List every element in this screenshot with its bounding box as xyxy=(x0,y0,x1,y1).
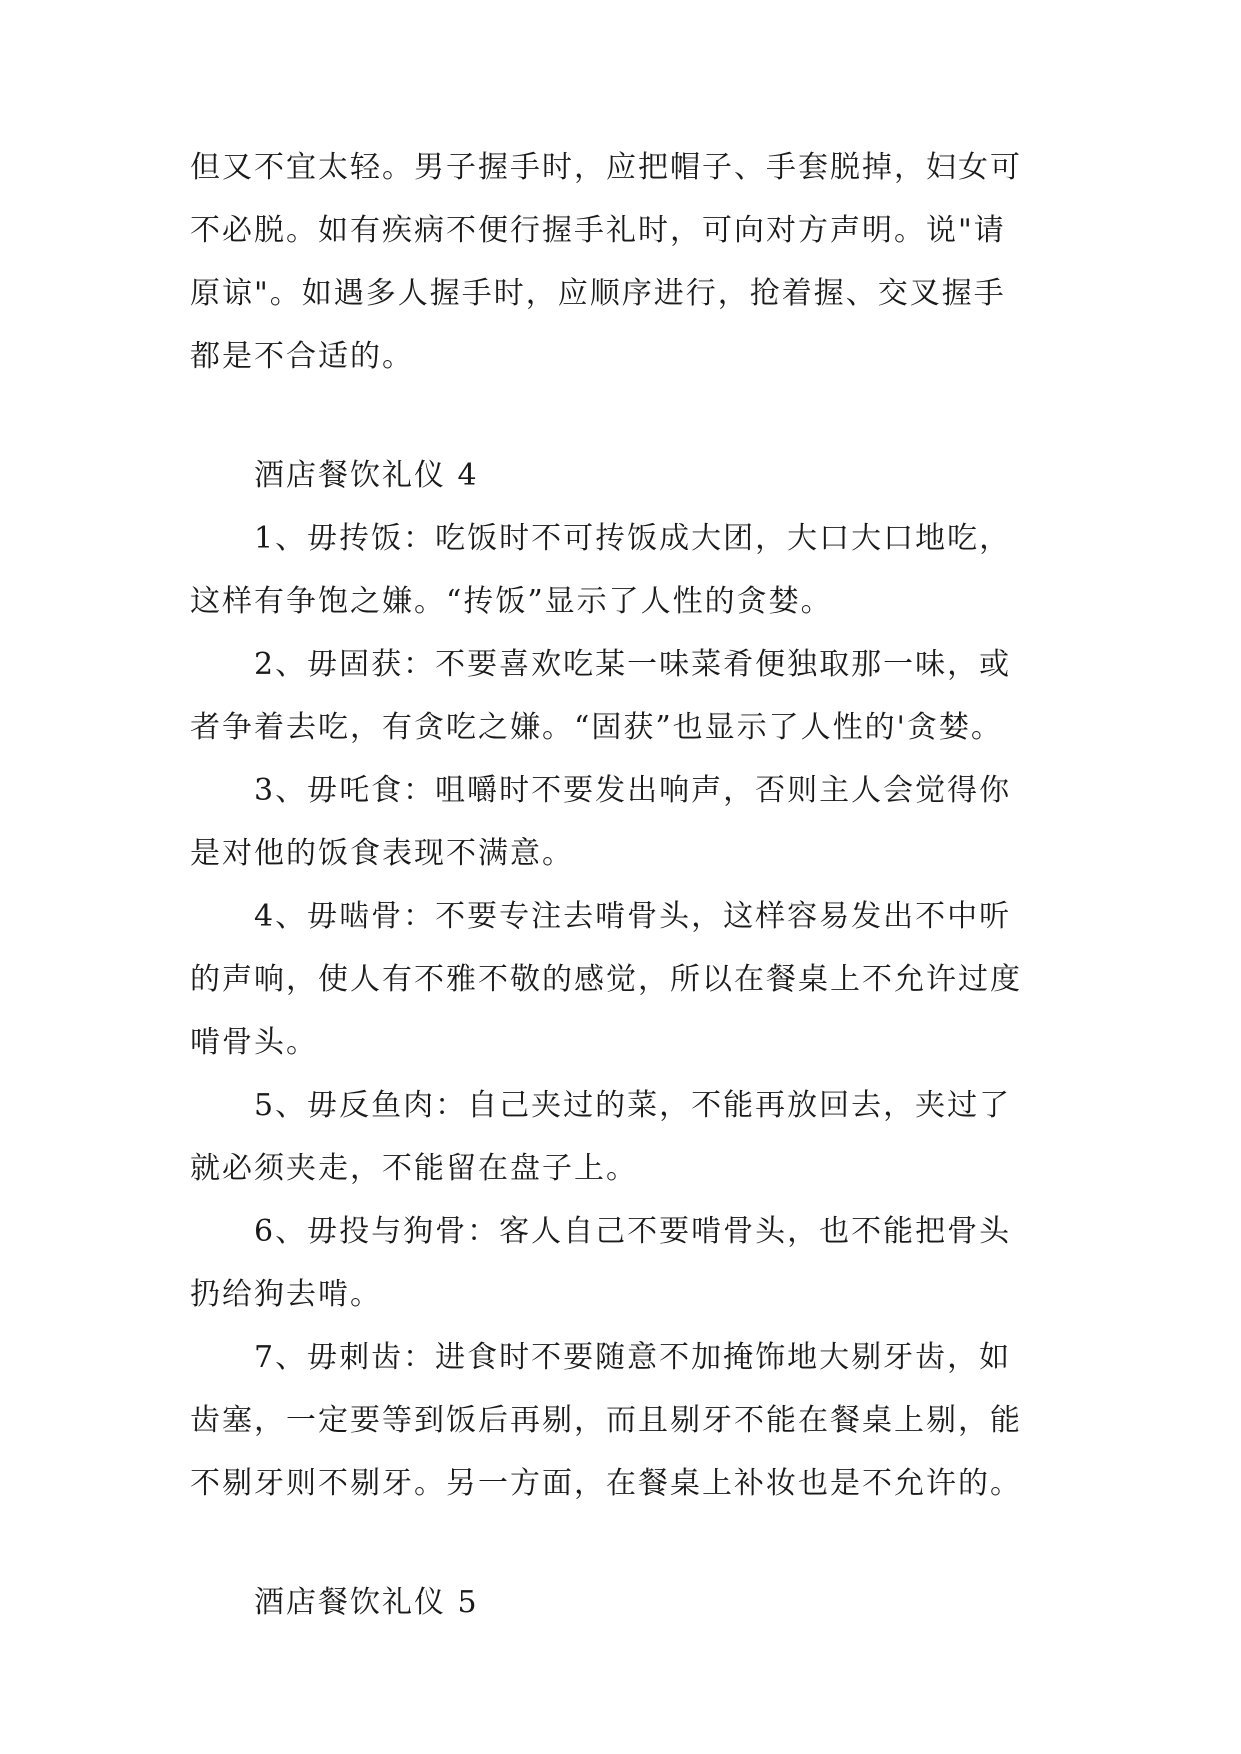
rule-item-4: 4、毋啮骨：不要专注去啃骨头，这样容易发出不中听 xyxy=(254,899,1012,934)
rule-item-7: 7、毋刺齿：进食时不要随意不加掩饰地大剔牙齿，如 xyxy=(254,1340,1012,1375)
paragraph-line: 不必脱。如有疾病不便行握手礼时，可向对方声明。说"请 xyxy=(190,213,1006,248)
paragraph-line: 原谅"。如遇多人握手时，应顺序进行，抢着握、交叉握手 xyxy=(190,276,1006,311)
rule-item-4-cont: 的声响，使人有不雅不敬的感觉，所以在餐桌上不允许过度 xyxy=(190,962,1022,997)
rule-item-4-cont: 啃骨头。 xyxy=(190,1025,318,1060)
rule-item-5-cont: 就必须夹走，不能留在盘子上。 xyxy=(190,1151,638,1186)
paragraph-line: 但又不宜太轻。男子握手时，应把帽子、手套脱掉，妇女可 xyxy=(190,150,1022,185)
rule-item-3: 3、毋吒食：咀嚼时不要发出响声，否则主人会觉得你 xyxy=(254,773,1012,808)
paragraph-line: 都是不合适的。 xyxy=(190,339,414,374)
rule-item-2: 2、毋固获：不要喜欢吃某一味菜肴便独取那一味，或 xyxy=(254,647,1012,682)
rule-item-7-cont: 齿塞，一定要等到饭后再剔，而且剔牙不能在餐桌上剔，能 xyxy=(190,1403,1022,1438)
rule-item-6-cont: 扔给狗去啃。 xyxy=(190,1277,382,1312)
rule-item-5: 5、毋反鱼肉：自己夹过的菜，不能再放回去，夹过了 xyxy=(254,1088,1012,1123)
section-heading-4: 酒店餐饮礼仪 4 xyxy=(254,458,479,493)
rule-item-2-cont: 者争着去吃，有贪吃之嫌。“固获”也显示了人性的'贪婪。 xyxy=(190,710,1003,745)
rule-item-7-cont: 不剔牙则不剔牙。另一方面，在餐桌上补妆也是不允许的。 xyxy=(190,1466,1022,1501)
rule-item-1-cont: 这样有争饱之嫌。“抟饭”显示了人性的贪婪。 xyxy=(190,584,833,619)
section-heading-5: 酒店餐饮礼仪 5 xyxy=(254,1585,479,1620)
rule-item-3-cont: 是对他的饭食表现不满意。 xyxy=(190,836,574,871)
rule-item-6: 6、毋投与狗骨：客人自己不要啃骨头，也不能把骨头 xyxy=(254,1214,1012,1249)
rule-item-1: 1、毋抟饭：吃饭时不可抟饭成大团，大口大口地吃， xyxy=(254,521,1012,556)
